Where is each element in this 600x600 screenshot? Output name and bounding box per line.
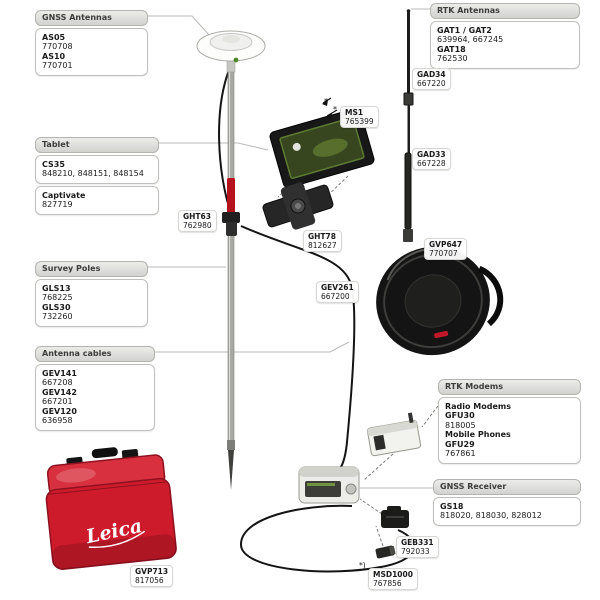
part-name: MSD1000 (373, 570, 413, 579)
part-number: 762980 (183, 221, 212, 230)
part-label-gad34 (412, 68, 451, 90)
part-category: Radio Modems (445, 401, 512, 411)
pole-ferrule (227, 440, 235, 450)
gvp713-case (42, 442, 177, 570)
part-number: 818005 (445, 420, 476, 430)
part-number: 792033 (401, 547, 430, 556)
part-model: GFU30 (445, 411, 475, 420)
dash-modem-receiver (364, 454, 393, 480)
callout-survey-poles (35, 261, 148, 327)
callout-body (35, 279, 148, 327)
part-number: 770707 (429, 249, 458, 258)
part-model: GLS13 (42, 283, 71, 293)
part-name: GHT63 (183, 212, 211, 221)
part-number: 667228 (417, 159, 446, 168)
part-label-gvp713 (130, 565, 173, 587)
callout-body (433, 497, 581, 526)
callout-body (35, 28, 148, 76)
pole-clamp-body (226, 222, 237, 236)
callout-title-gnss-antennas: GNSS Antennas (35, 10, 148, 26)
part-model: GFU29 (445, 439, 475, 449)
part-number: 768225 (42, 293, 73, 302)
part-name: GAD34 (417, 70, 446, 79)
callout-title-gnss-receiver: GNSS Receiver (433, 479, 581, 495)
callout-body (35, 364, 155, 431)
gad33-rod (405, 153, 411, 229)
part-label-ght78 (303, 230, 342, 252)
part-label-geb331 (396, 536, 439, 558)
part-label-ght63 (178, 210, 217, 232)
leader-tablet (157, 143, 268, 150)
leader-lines (148, 9, 433, 488)
part-number: 667200 (321, 292, 350, 301)
battery-body (381, 510, 409, 528)
leader-gnss-antennas (148, 16, 210, 36)
callout-rtk-antennas (430, 3, 580, 69)
part-number: 818020, 818030, 828012 (440, 511, 542, 520)
whip-connector (403, 229, 413, 242)
part-number: 732260 (42, 312, 73, 321)
part-number: 812627 (308, 241, 337, 250)
part-model: AS10 (42, 51, 66, 61)
callout-title-rtk-modems: RTK Modems (438, 379, 581, 395)
callout-gnss-antennas (35, 10, 148, 76)
part-number: 767861 (445, 449, 476, 458)
footnote-asterisk: * (324, 97, 328, 106)
callout-rtk-modems (438, 379, 581, 464)
ght78-bracket (259, 175, 337, 238)
part-label-msd1000 (368, 568, 418, 590)
survey-pole (222, 70, 240, 490)
part-number: 667220 (417, 79, 446, 88)
callout-title-antenna-cables: Antenna cables (35, 346, 155, 362)
part-label-gvp647 (424, 238, 467, 260)
dash-battery-receiver (360, 499, 382, 514)
part-number: 848210, 848151, 848154 (42, 169, 144, 178)
gfu-modem (366, 412, 421, 456)
antenna-dome (222, 35, 240, 43)
part-name: GHT78 (308, 232, 336, 241)
whip-rod-mid (408, 105, 411, 153)
part-number: 762530 (437, 54, 468, 63)
part-name: GEB331 (401, 538, 434, 547)
geb-battery (381, 506, 409, 528)
callout-title-tablet: Tablet (35, 137, 159, 153)
gs18-receiver (299, 467, 359, 503)
callout-title-rtk-antennas: RTK Antennas (430, 3, 580, 19)
part-model: GLS30 (42, 302, 71, 312)
callout-title-survey-poles: Survey Poles (35, 261, 148, 277)
part-number: 639964, 667245 (437, 35, 504, 44)
pole-shaft (228, 70, 234, 448)
callout-body (35, 155, 159, 184)
part-name: GVP647 (429, 240, 463, 249)
part-number: 667208 (42, 378, 73, 387)
pole-tip (228, 450, 234, 490)
callout-body (35, 186, 159, 215)
gad34-joint (404, 93, 413, 105)
part-name: GVP713 (135, 567, 169, 576)
leader-antenna-cables (155, 342, 349, 352)
part-number: 827719 (42, 200, 73, 209)
part-model: CS35 (42, 159, 65, 169)
part-category: Mobile Phones (445, 430, 511, 439)
antenna-stub (227, 60, 235, 72)
part-label-gev261 (316, 281, 359, 303)
part-label-ms1 (340, 106, 379, 128)
part-number: 770708 (42, 42, 73, 51)
callout-body (438, 397, 581, 464)
case-handle (91, 447, 118, 459)
part-number: 770701 (42, 61, 73, 70)
case-logo: Leica (84, 514, 145, 549)
pole-red-grip (227, 178, 235, 216)
part-model: Captivate (42, 190, 86, 200)
callout-body (430, 21, 580, 69)
receiver-led-strip (307, 483, 335, 486)
part-number: 767856 (373, 579, 402, 588)
footnote-marker: *) (359, 561, 366, 570)
part-model: AS05 (42, 32, 66, 42)
part-model: GEV141 (42, 368, 77, 378)
whip-rod-upper (407, 11, 410, 93)
part-number: 817056 (135, 576, 164, 585)
part-name: GEV261 (321, 283, 354, 292)
receiver-button (346, 484, 356, 494)
whip-antenna (403, 9, 413, 242)
dash-modems-box (422, 406, 438, 427)
antenna-green-marker (234, 58, 239, 63)
part-model: GEV120 (42, 406, 77, 416)
battery-label-line (386, 516, 404, 518)
msd-memory-stick (375, 545, 396, 559)
callout-gnss-receiver (433, 479, 581, 526)
part-name: MS1 (345, 108, 364, 117)
part-model: GS18 (440, 501, 464, 511)
footnote-asterisk-2: * (333, 105, 337, 114)
gnss-antenna (197, 31, 265, 72)
part-number: 765399 (345, 117, 374, 126)
part-model: GEV142 (42, 387, 77, 397)
part-number: 667201 (42, 397, 73, 406)
part-model: GAT1 / GAT2 (437, 25, 492, 35)
pole-clamp-ght63 (222, 212, 240, 223)
part-number: 636958 (42, 416, 73, 425)
callout-tablet (35, 137, 159, 215)
part-label-gad33 (412, 148, 451, 170)
part-model: GAT18 (437, 44, 466, 54)
dash-msd-receiver (376, 526, 383, 546)
receiver-top (299, 467, 359, 477)
part-name: GAD33 (417, 150, 446, 159)
callout-antenna-cables (35, 346, 155, 431)
